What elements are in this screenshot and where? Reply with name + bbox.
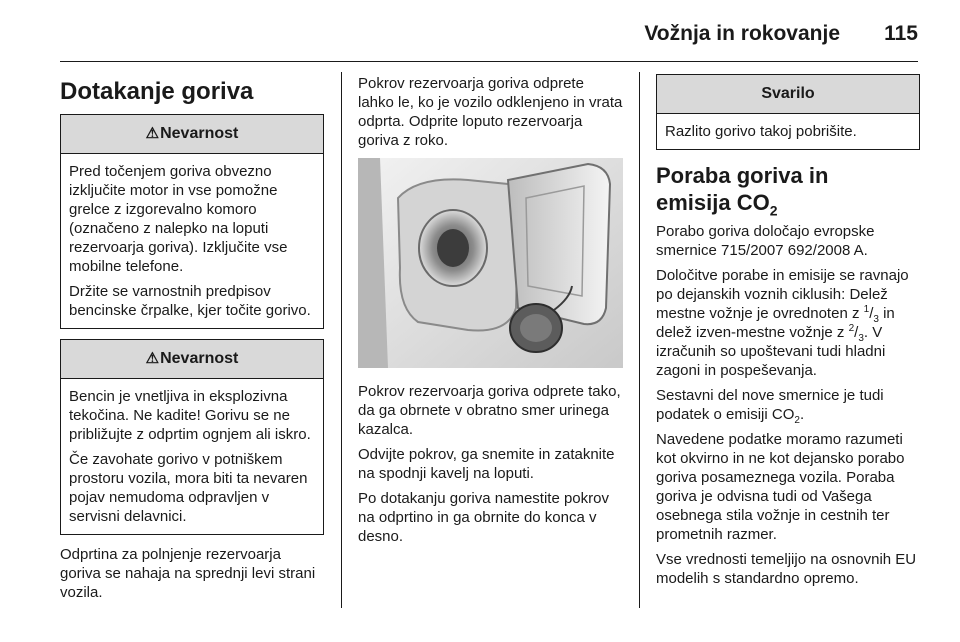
body-paragraph: Navedene podatke moramo razumeti kot okvirno in ne kot dejansko porabo goriva posameznega vozila. Poraba goriva je odvisna tudi od Vašega osebnega stila vožnje in cestnih ter prometnih razmer. — [656, 431, 905, 543]
danger-box-2 — [60, 339, 324, 535]
subscript: 2 — [794, 415, 800, 426]
danger-box-header — [61, 340, 323, 379]
warning-triangle-icon: ⚠ — [145, 350, 160, 367]
body-paragraph: Porabo goriva določajo evropske smernice 715/2007 692/2008 A. — [656, 223, 875, 259]
warning-triangle-icon: ⚠ — [145, 125, 160, 142]
notice-box — [656, 74, 920, 150]
danger-box-1 — [60, 114, 324, 329]
column-2 — [358, 74, 623, 552]
danger-text: Če zavohate gorivo v potniškem prostoru vozila, mora biti ta nevaren pojav nemudoma odpravljen v servisni delavnici. — [69, 451, 308, 525]
fuel-flap-door — [508, 164, 610, 324]
danger-box-body — [61, 379, 323, 534]
body-paragraph: Pokrov rezervoarja goriva odprete tako, da ga obrnete v obratno smer urinega kazalca. — [358, 383, 621, 438]
notice-box-body — [657, 114, 919, 149]
column-3 — [656, 74, 920, 594]
danger-text: Držite se varnostnih predpisov bencinske črpalke, kjer točite gorivo. — [69, 283, 311, 319]
text-run: Sestavni del nove smernice je tudi podatek o emisiji CO — [656, 387, 884, 423]
danger-text: Bencin je vnetljiva in eksplozivna tekočina. Ne kadite! Gorivu se ne približujte z odprtim ognjem ali iskro. — [69, 388, 311, 443]
column-divider-1 — [341, 72, 342, 608]
heading-line-1: Poraba goriva in — [656, 163, 829, 188]
body-paragraph: Pokrov rezervoarja goriva odprete lahko le, ko je vozilo odklenjeno in vrata odprta. Odprite loputo rezervoarja goriva z roko. — [358, 75, 623, 149]
header-title: Vožnja in rokovanje — [644, 22, 840, 45]
text-run: . — [799, 406, 805, 423]
heading-line-2: emisija CO — [656, 190, 770, 215]
danger-box-header — [61, 115, 323, 154]
body-paragraph: Vse vrednosti temeljijo na osnovnih EU modelih s standardno opremo. — [656, 551, 917, 587]
body-paragraph: Odprtina za polnjenje rezervoarja goriva se nahaja na sprednji levi strani vozila. — [60, 546, 316, 601]
notice-box-header — [657, 75, 919, 114]
danger-box-body — [61, 154, 323, 328]
text-run: Določitve porabe in emisije se ravnajo po dejanskih voznih ciklusih: Delež mestne vožnje je ovrednoten z — [656, 267, 909, 322]
body-paragraph-emission — [656, 386, 920, 424]
notice-box-title: Svarilo — [761, 85, 815, 102]
text-run: in delež izven-mestne vožnje z — [656, 305, 895, 341]
section-heading-refueling: Dotakanje goriva — [60, 78, 254, 105]
fuel-flap-illustration — [358, 158, 623, 368]
column-divider-2 — [639, 72, 640, 608]
column-1 — [60, 74, 324, 608]
heading-subscript: 2 — [769, 202, 778, 219]
text-run: . V izračunih so upoštevani tudi hladni zagoni in pospeševanja. — [656, 324, 886, 379]
danger-box-title: Nevarnost — [160, 125, 239, 142]
fraction-numerator: 1 — [863, 304, 870, 315]
fraction-denominator: 3 — [873, 314, 879, 325]
section-heading-fuel-consumption — [656, 162, 920, 219]
fuel-flap-photo — [358, 158, 623, 368]
fuel-cap-center — [520, 314, 552, 342]
danger-text: Pred točenjem goriva obvezno izključite motor in vse pomožne grelce z izgorevalno komoro (označeno z nalepko na loputi rezervoarja goriva). Izključite vse mobilne telefone. — [69, 163, 288, 275]
fraction-numerator: 2 — [848, 323, 855, 334]
page-number: 115 — [884, 22, 918, 45]
filler-opening — [437, 229, 469, 267]
notice-text: Razlito gorivo takoj pobrišite. — [665, 123, 857, 140]
body-paragraph-cycles: Določitve porabe in emisije se ravnajo po dejanskih voznih ciklusih: Delež mestne vožnje je ovrednoten z $^1/_3$ in delež izven-mestne vožnje z $^2/_3$. V izračunih so upoštevani tudi hladni zagoni in pospeševanja. — [656, 267, 909, 379]
page-header — [60, 0, 918, 62]
body-paragraph: Odvijte pokrov, ga snemite in zataknite na spodnji kavelj na loputi. — [358, 446, 615, 482]
body-paragraph: Po dotakanju goriva namestite pokrov na odprtino in ga obrnite do konca v desno. — [358, 490, 609, 545]
fraction-denominator: 3 — [858, 333, 864, 344]
danger-box-title: Nevarnost — [160, 350, 239, 367]
